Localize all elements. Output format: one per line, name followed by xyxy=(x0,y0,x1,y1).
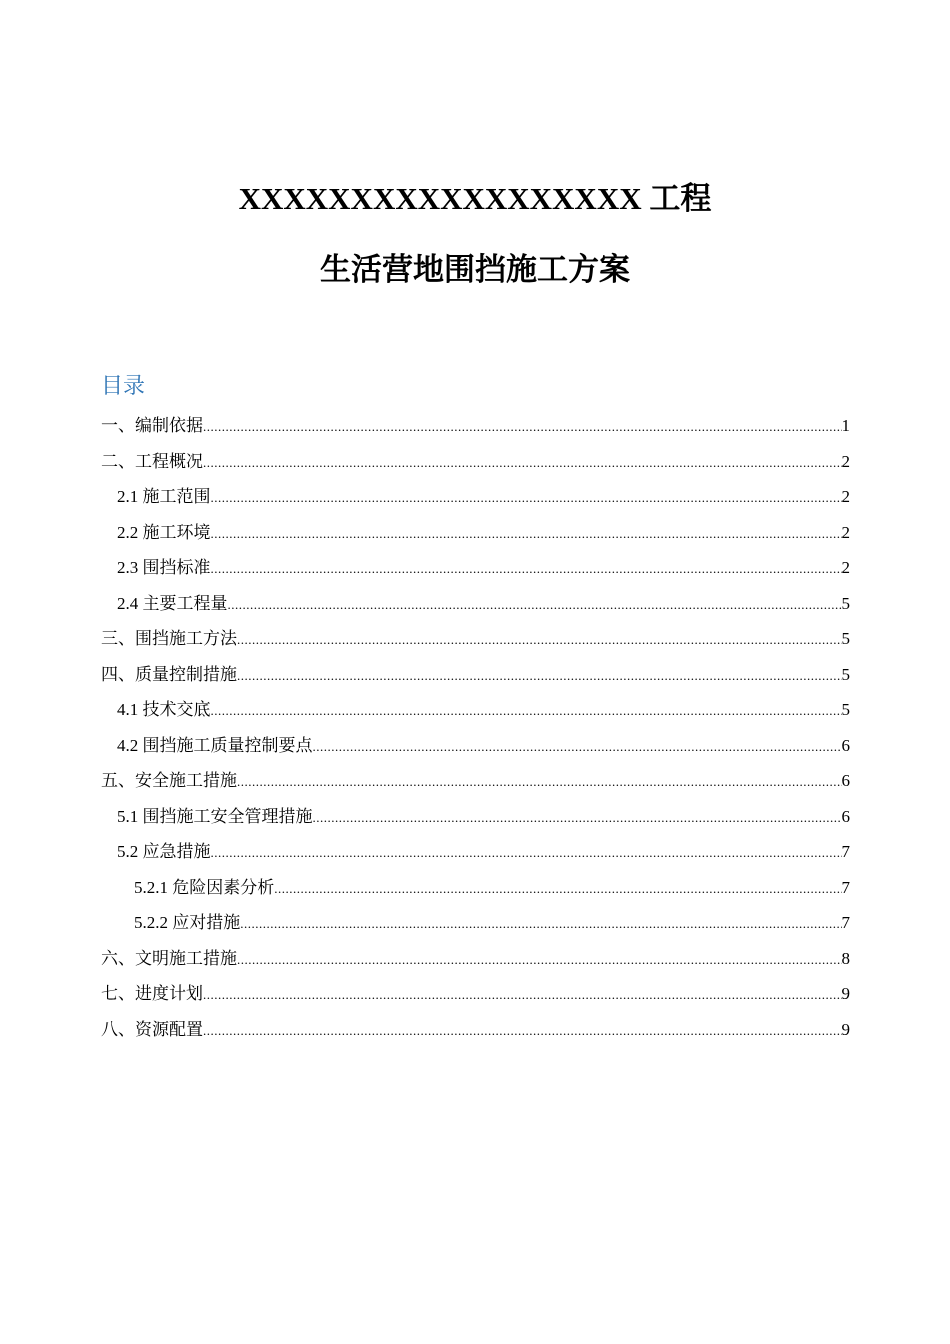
toc-entry-label: 五、安全施工措施 xyxy=(101,771,237,790)
toc-dot-leader xyxy=(228,587,842,623)
toc-entry[interactable] xyxy=(101,515,850,551)
toc-entry-label: 三、围挡施工方法 xyxy=(101,629,237,648)
document-title-line-2: 生活营地围挡施工方案 xyxy=(320,252,630,287)
toc-entry-label: 4.2 围挡施工质量控制要点 xyxy=(117,735,313,755)
toc-entry[interactable] xyxy=(101,905,850,941)
toc-entry-label: 5.1 围挡施工安全管理措施 xyxy=(117,806,313,826)
toc-dot-leader xyxy=(211,835,842,871)
toc-entry-page-number: 1 xyxy=(841,416,850,435)
toc-entry-page-number: 9 xyxy=(841,984,850,1003)
toc-entry-page-number: 5 xyxy=(841,593,850,613)
toc-entry-page-number: 5 xyxy=(841,629,850,648)
toc-entry[interactable] xyxy=(101,799,850,835)
toc-entry-page-number: 8 xyxy=(841,948,850,968)
toc-dot-leader xyxy=(211,480,842,516)
toc-entry[interactable] xyxy=(101,834,850,870)
toc-entry-page-number: 7 xyxy=(841,877,850,897)
toc-entry[interactable] xyxy=(101,657,850,693)
toc-entry[interactable] xyxy=(101,941,850,977)
table-of-contents xyxy=(101,408,850,1047)
toc-entry[interactable] xyxy=(101,870,850,906)
toc-entry-label: 二、工程概况 xyxy=(101,451,203,471)
toc-entry[interactable] xyxy=(101,408,850,444)
toc-entry-label: 四、质量控制措施 xyxy=(101,664,237,684)
toc-entry[interactable] xyxy=(101,479,850,515)
toc-dot-leader xyxy=(203,977,842,1013)
toc-entry-page-number: 6 xyxy=(841,806,850,826)
toc-dot-leader xyxy=(237,942,842,978)
toc-dot-leader xyxy=(211,693,842,729)
toc-entry-label: 六、文明施工措施 xyxy=(101,948,237,968)
toc-entry-page-number: 2 xyxy=(841,558,850,577)
toc-entry-page-number: 2 xyxy=(841,522,850,542)
toc-entry-label: 一、编制依据 xyxy=(101,416,203,435)
toc-dot-leader xyxy=(274,871,841,907)
toc-dot-leader xyxy=(237,622,842,658)
toc-entry[interactable] xyxy=(101,550,850,586)
toc-dot-leader xyxy=(240,906,841,942)
toc-entry[interactable] xyxy=(101,444,850,480)
toc-dot-leader xyxy=(237,764,842,800)
toc-entry-page-number: 6 xyxy=(841,771,850,790)
toc-entry-page-number: 7 xyxy=(841,913,850,932)
toc-entry-label: 2.2 施工环境 xyxy=(117,522,211,542)
toc-entry-page-number: 9 xyxy=(841,1019,850,1039)
toc-entry[interactable] xyxy=(101,586,850,622)
toc-entry-label: 2.1 施工范围 xyxy=(117,487,211,506)
toc-dot-leader xyxy=(203,409,842,445)
toc-entry[interactable] xyxy=(101,1012,850,1048)
toc-entry-label: 5.2.1 危险因素分析 xyxy=(134,877,275,897)
toc-entry-label: 5.2.2 应对措施 xyxy=(134,913,241,932)
toc-entry[interactable] xyxy=(101,976,850,1012)
toc-entry-page-number: 6 xyxy=(841,735,850,755)
toc-entry-page-number: 2 xyxy=(841,487,850,506)
toc-entry-label: 4.1 技术交底 xyxy=(117,700,211,719)
toc-entry[interactable] xyxy=(101,763,850,799)
toc-entry-page-number: 2 xyxy=(841,451,850,471)
toc-entry-label: 八、资源配置 xyxy=(101,1019,203,1039)
toc-entry-label: 2.4 主要工程量 xyxy=(117,593,228,613)
toc-entry-label: 七、进度计划 xyxy=(101,984,203,1003)
toc-entry-label: 2.3 围挡标准 xyxy=(117,558,211,577)
toc-entry-page-number: 7 xyxy=(841,842,850,861)
toc-dot-leader xyxy=(203,445,842,481)
toc-dot-leader xyxy=(211,551,842,587)
toc-entry-label: 5.2 应急措施 xyxy=(117,842,211,861)
toc-entry[interactable] xyxy=(101,728,850,764)
toc-entry[interactable] xyxy=(101,621,850,657)
toc-dot-leader xyxy=(211,516,842,552)
toc-entry-page-number: 5 xyxy=(841,700,850,719)
toc-heading: 目录 xyxy=(101,373,146,398)
document-title-line-1: XXXXXXXXXXXXXXXXXX 工程 xyxy=(238,181,712,216)
toc-dot-leader xyxy=(237,658,842,694)
toc-dot-leader xyxy=(313,800,842,836)
toc-dot-leader xyxy=(313,729,842,765)
toc-entry-page-number: 5 xyxy=(841,664,850,684)
toc-entry[interactable] xyxy=(101,692,850,728)
toc-dot-leader xyxy=(203,1013,842,1049)
